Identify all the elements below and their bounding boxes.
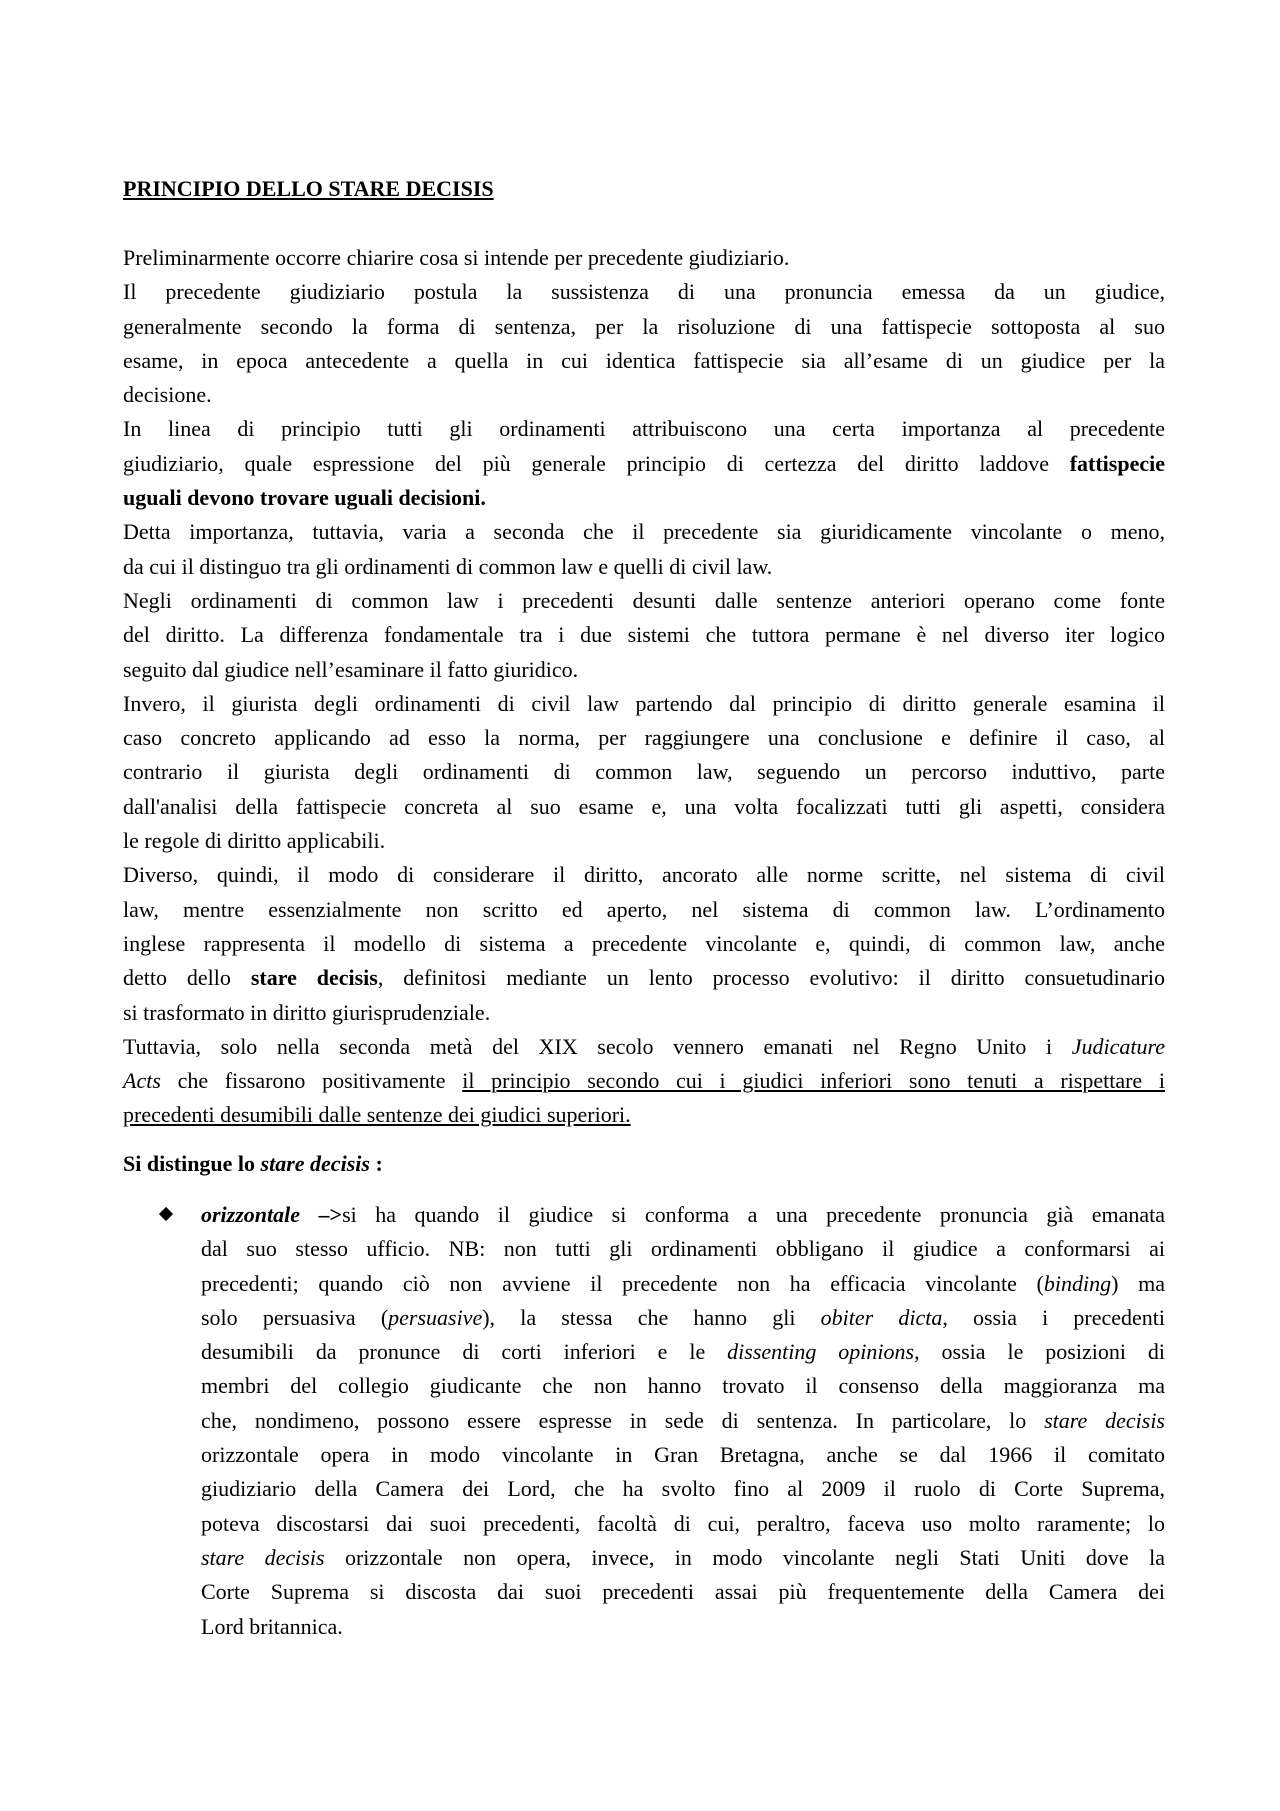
text-run: ) ma: [1111, 1270, 1166, 1296]
text-line: [201, 1301, 1165, 1335]
text-line: [123, 344, 1165, 378]
text-run: Acts: [123, 1068, 161, 1094]
text-run: stare decisis: [1044, 1407, 1165, 1433]
text-run: Il precedente giudiziario postula la sussistenza di una pronuncia emessa da un giudice,: [123, 279, 1165, 305]
subheading-run: stare decisis: [260, 1151, 370, 1176]
text-run: , definitosi mediante un lento processo evolutivo: il diritto consuetudinario: [377, 965, 1165, 991]
text-line: [201, 1404, 1165, 1438]
text-run: seguito dal giudice nell’esaminare il fatto giuridico.: [123, 656, 579, 682]
text-line: [123, 961, 1165, 995]
text-run: le regole di diritto applicabili.: [123, 828, 386, 854]
text-run: dal suo stesso ufficio. NB: non tutti gli ordinamenti obbligano il giudice a conformarsi ai: [201, 1236, 1165, 1262]
text-run: caso concreto applicando ad esso la norma, per raggiungere una conclusione e definire il caso, al: [123, 725, 1165, 751]
text-line: [123, 310, 1165, 344]
text-run: il principio secondo cui i giudici inferiori sono tenuti a rispettare i: [462, 1068, 1165, 1094]
text-run: contrario il giurista degli ordinamenti di common law, seguendo un percorso induttivo, parte: [123, 759, 1165, 785]
text-run: , ossia i precedenti: [942, 1304, 1165, 1330]
text-run: Lord britannica.: [201, 1613, 343, 1639]
text-line: [201, 1267, 1165, 1301]
paragraph: [123, 1030, 1165, 1133]
paragraph: [123, 858, 1165, 1029]
text-line: [201, 1575, 1165, 1609]
text-line: [123, 618, 1165, 652]
text-run: del diritto. La differenza fondamentale tra i due sistemi che tuttora permane è nel diverso iter logico: [123, 622, 1165, 648]
text-run: giudiziario della Camera dei Lord, che ha svolto fino al 2009 il ruolo di Corte Suprema,: [201, 1476, 1165, 1502]
text-line: [123, 893, 1165, 927]
text-run: precedenti desumibili dalle sentenze dei giudici superiori.: [123, 1102, 631, 1128]
text-line: [123, 481, 1165, 515]
text-line: [123, 584, 1165, 618]
text-run: giudiziario, quale espressione del più generale principio di certezza del diritto laddove: [123, 450, 1070, 476]
text-run: obiter dicta: [820, 1304, 943, 1330]
text-run: esame, in epoca antecedente a quella in cui identica fattispecie sia all’esame di un giudice per la: [123, 347, 1165, 373]
text-run: inglese rappresenta il modello di sistema a precedente vincolante e, quindi, di common law, anche: [123, 930, 1165, 956]
bullet-item-orizzontale: [201, 1198, 1165, 1644]
text-run: poteva discostarsi dai suoi precedenti, facoltà di cui, peraltro, faceva uso molto raramente; lo: [201, 1510, 1165, 1536]
text-run: desumibili da pronunce di corti inferiori e le: [201, 1339, 728, 1365]
text-line: [123, 378, 1165, 412]
text-run: si trasformato in diritto giurisprudenziale.: [123, 999, 491, 1025]
text-run: stare decisis: [201, 1544, 325, 1570]
text-line: [123, 653, 1165, 687]
text-line: [123, 241, 1165, 275]
text-line: [201, 1472, 1165, 1506]
text-run: uguali devono trovare uguali decisioni.: [123, 485, 486, 511]
text-line: [123, 550, 1165, 584]
text-run: orizzontale non opera, invece, in modo vincolante negli Stati Uniti dove la: [324, 1544, 1165, 1570]
text-line: [201, 1541, 1165, 1575]
text-run: ), la stessa che hanno gli: [482, 1304, 821, 1330]
paragraph: [123, 241, 1165, 275]
text-run: dall'analisi della fattispecie concreta al suo esame e, una volta focalizzati tutti gli aspetti, considera: [123, 793, 1165, 819]
text-run: solo persuasiva (: [201, 1304, 389, 1330]
text-run: Negli ordinamenti di common law i precedenti desunti dalle sentenze anteriori operano come fonte: [123, 587, 1165, 613]
text-line: [123, 858, 1165, 892]
text-run: orizzontale: [201, 1202, 301, 1227]
text-line: [201, 1507, 1165, 1541]
text-run: che fissarono positivamente: [160, 1068, 463, 1094]
text-run: persuasive: [388, 1304, 483, 1330]
text-line: [123, 412, 1165, 446]
text-run: orizzontale opera in modo vincolante in Gran Bretagna, anche se dal 1966 il comitato: [201, 1442, 1165, 1468]
subheading: [123, 1147, 383, 1181]
text-run: membri del collegio giudicante che non hanno trovato il consenso della maggioranza ma: [201, 1373, 1165, 1399]
subheading-run: Si distingue lo: [123, 1151, 261, 1176]
text-run: decisione.: [123, 382, 212, 408]
text-run: Detta importanza, tuttavia, varia a seconda che il precedente sia giuridicamente vincolante o meno,: [123, 519, 1165, 545]
text-run: precedenti; quando ciò non avviene il precedente non ha efficacia vincolante (: [201, 1270, 1044, 1296]
paragraph: [123, 515, 1165, 584]
text-line: [123, 1064, 1165, 1098]
text-run: , ossia le posizioni di: [914, 1339, 1165, 1365]
text-run: Judicature: [1071, 1033, 1165, 1059]
text-line: [201, 1198, 1165, 1232]
text-line: [201, 1232, 1165, 1266]
paragraph: [123, 584, 1165, 687]
text-run: Preliminarmente occorre chiarire cosa si intende per precedente giudiziario.: [123, 245, 790, 270]
text-line: [123, 687, 1165, 721]
text-run: generalmente secondo la forma di sentenza, per la risoluzione di una fattispecie sottoposta al suo: [123, 313, 1165, 339]
text-run: stare decisis: [250, 965, 378, 991]
text-run: che, nondimeno, possono essere espresse in sede di sentenza. In particolare, lo: [201, 1407, 1045, 1433]
text-line: [123, 927, 1165, 961]
paragraph: [123, 412, 1165, 515]
text-run: In linea di principio tutti gli ordinamenti attribuiscono una certa importanza al precedente: [123, 416, 1165, 442]
text-line: [123, 721, 1165, 755]
document-title: PRINCIPIO DELLO STARE DECISIS: [123, 176, 494, 201]
text-run: law, mentre essenzialmente non scritto ed aperto, nel sistema di common law. L’ordinamento: [123, 896, 1165, 922]
text-run: detto dello: [123, 965, 251, 991]
text-line: [201, 1335, 1165, 1369]
text-run: da cui il distinguo tra gli ordinamenti di common law e quelli di civil law.: [123, 553, 773, 579]
paragraph: [123, 275, 1165, 412]
text-run: Tuttavia, solo nella seconda metà del XIX secolo vennero emanati nel Regno Unito i: [123, 1033, 1072, 1059]
diamond-bullet-icon: [159, 1207, 173, 1221]
text-line: [201, 1369, 1165, 1403]
text-line: [123, 275, 1165, 309]
text-run: Invero, il giurista degli ordinamenti di civil law partendo dal principio di diritto generale esamina il: [123, 690, 1165, 716]
text-run: Diverso, quindi, il modo di considerare il diritto, ancorato alle norme scritte, nel sistema di civil: [123, 862, 1165, 888]
text-run: si ha quando il giudice si conforma a una precedente pronuncia già emanata: [342, 1202, 1165, 1227]
document-body: [123, 241, 1165, 1133]
text-line: [123, 996, 1165, 1030]
text-line: [123, 1030, 1165, 1064]
paragraph: [123, 687, 1165, 858]
text-run: Corte Suprema si discosta dai suoi precedenti assai più frequentemente della Camera dei: [201, 1579, 1165, 1605]
subheading-run: :: [369, 1151, 383, 1176]
text-line: [201, 1438, 1165, 1472]
text-line: [123, 1098, 1165, 1132]
text-line: [123, 824, 1165, 858]
text-run: fattispecie: [1069, 450, 1165, 476]
text-run: binding: [1043, 1270, 1112, 1296]
text-line: [123, 755, 1165, 789]
text-line: [201, 1610, 1165, 1644]
text-line: [123, 790, 1165, 824]
text-line: [123, 447, 1165, 481]
text-run: dissenting opinions: [727, 1339, 915, 1365]
text-run: –>: [300, 1202, 343, 1227]
text-line: [123, 515, 1165, 549]
